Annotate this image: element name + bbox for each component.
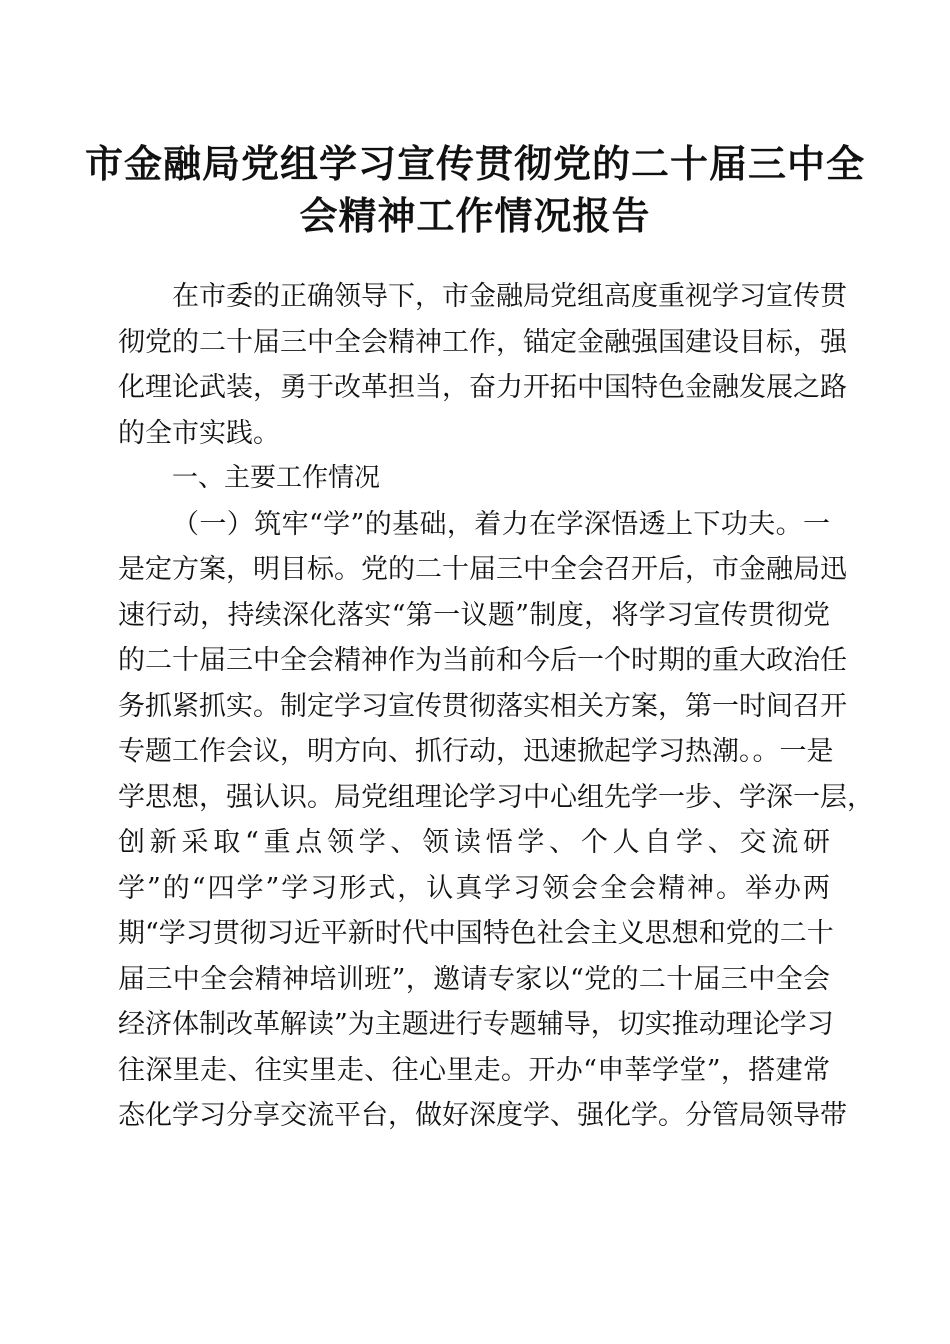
paragraph-line: 速行动，持续深化落实“第一议题”制度，将学习宣传贯彻党: [118, 599, 830, 631]
paragraph-line: 是定方案，明目标。党的二十届三中全会召开后，市金融局迅: [118, 554, 847, 585]
paragraph-line: 的全市实践。: [118, 417, 280, 449]
paragraph-line: （一）筑牢“学”的基础，着力在学深悟透上下功夫。一: [172, 508, 830, 540]
paragraph-line: 往深里走、往实里走、往心里走。开办“申莘学堂”，搭建常: [118, 1054, 830, 1086]
paragraph-line: 彻党的二十届三中全会精神工作，锚定金融强国建设目标，强: [118, 326, 847, 358]
paragraph-line: 务抓紧抓实。制定学习宣传贯彻落实相关方案，第一时间召开: [118, 690, 847, 722]
paragraph-line: 届三中全会精神培训班”，邀请专家以“党的二十届三中全会: [118, 963, 830, 995]
document-title: [0, 138, 950, 242]
paragraph-line: 的二十届三中全会精神作为当前和今后一个时期的重大政治任: [118, 645, 847, 676]
intro-paragraph: [118, 274, 847, 456]
document-body: [118, 274, 874, 1139]
paragraph-line: 学”的“四学”学习形式，认真学习领会全会精神。举办两: [118, 872, 830, 904]
section-heading: [118, 456, 830, 502]
paragraph-line: 经济体制改革解读”为主题进行专题辅导，切实推动理论学习: [118, 1009, 834, 1040]
paragraph-line: 化理论武装，勇于改革担当，奋力开拓中国特色金融发展之路: [118, 372, 847, 403]
paragraph-line: 期“学习贯彻习近平新时代中国特色社会主义思想和党的二十: [118, 918, 834, 949]
title-line: 会精神工作情况报告: [299, 193, 651, 238]
paragraph-line: 创新采取“重点领学、领读悟学、个人自学、交流研: [118, 827, 830, 858]
paragraph-line: 学思想，强认识。局党组理论学习中心组先学一步、学深一层，: [118, 781, 874, 813]
title-line: 市金融局党组学习宣传贯彻党的二十届三中全: [84, 141, 865, 186]
paragraph-line: 态化学习分享交流平台，做好深度学、强化学。分管局领导带: [118, 1100, 847, 1131]
paragraph-line: 在市委的正确领导下，市金融局党组高度重视学习宣传贯: [172, 281, 847, 312]
paragraph-line: 专题工作会议，明方向、抓行动，迅速掀起学习热潮。。一是: [118, 736, 834, 767]
section-heading-text: 一、主要工作情况: [172, 463, 381, 493]
section-paragraph: [118, 502, 874, 1139]
